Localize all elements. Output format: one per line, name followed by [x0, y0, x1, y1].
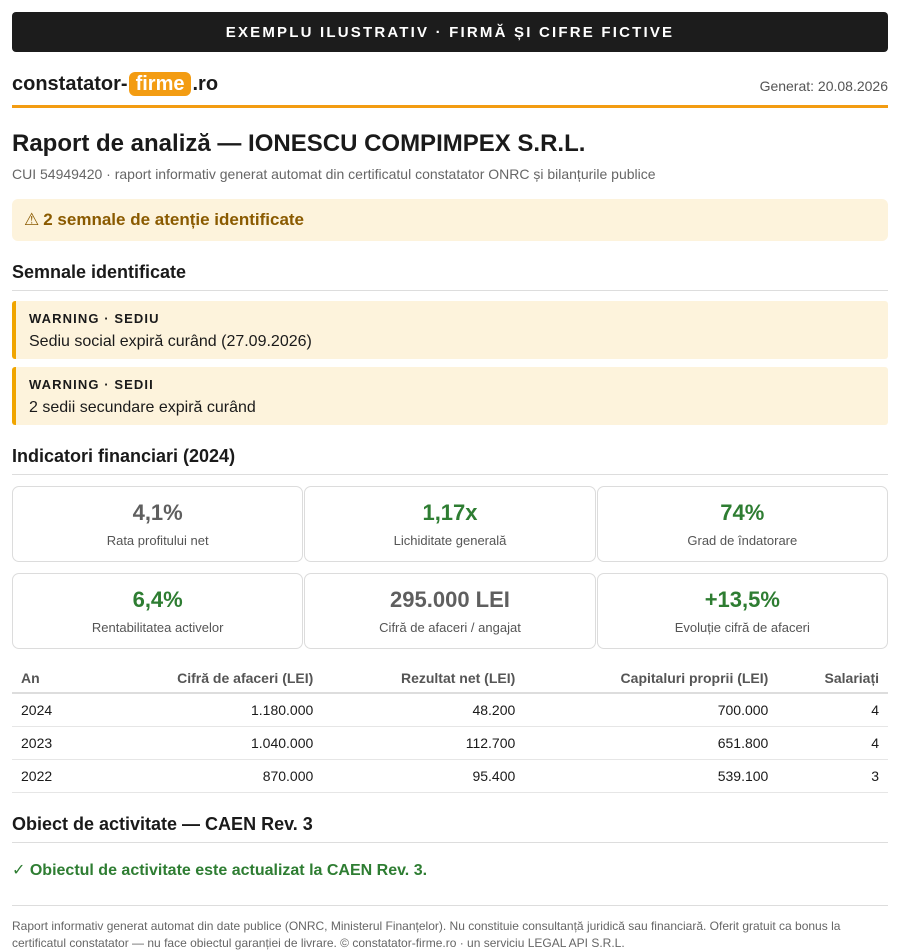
- kpi-label: Evoluție cifră de afaceri: [674, 620, 810, 635]
- kpi-card: [597, 573, 888, 649]
- column-header: An: [12, 663, 87, 693]
- signal-card: [12, 301, 888, 359]
- table-cell: 4: [777, 693, 888, 726]
- table-cell: 870.000: [87, 759, 322, 792]
- kpi-label: Rentabilitatea activelor: [91, 620, 224, 635]
- table-cell: 95.400: [322, 759, 524, 792]
- kpi-value: 6,4%: [132, 587, 183, 612]
- kpi-card: [304, 573, 595, 649]
- table-cell: 2024: [12, 693, 87, 726]
- financial-heading: Indicatori financiari (2024): [12, 445, 888, 475]
- financial-section: [12, 445, 888, 793]
- table-cell: 539.100: [524, 759, 777, 792]
- kpi-value: 74%: [720, 500, 765, 525]
- alert-text: 2 semnale de atenție identificate: [43, 210, 305, 229]
- table-cell: 4: [777, 726, 888, 759]
- caen-heading: Obiect de activitate — CAEN Rev. 3: [12, 813, 888, 843]
- table-cell: 2022: [12, 759, 87, 792]
- kpi-value: 295.000 LEI: [390, 587, 510, 612]
- kpi-label: Lichiditate generală: [393, 533, 507, 548]
- table-cell: 112.700: [322, 726, 524, 759]
- page-subtitle: CUI 54949420 · raport informativ generat automat din certificatul constatator ONRC și bilanțurile publice: [12, 166, 656, 182]
- column-header: Cifră de afaceri (LEI): [87, 663, 322, 693]
- kpi-card: [304, 486, 595, 562]
- signal-text: Sediu social expiră curând (27.09.2026): [29, 333, 312, 350]
- table-row: [12, 759, 888, 792]
- table-cell: 2023: [12, 726, 87, 759]
- table-header-row: [12, 663, 888, 693]
- logo-prefix: constatator-: [12, 73, 128, 95]
- site-logo[interactable]: [12, 72, 218, 96]
- caen-status: ✓ Obiectul de activitate este actualizat la CAEN Rev. 3.: [12, 861, 428, 879]
- signals-heading: Semnale identificate: [12, 261, 888, 291]
- column-header: Salariați: [777, 663, 888, 693]
- column-header: Capitaluri proprii (LEI): [524, 663, 777, 693]
- table-cell: 3: [777, 759, 888, 792]
- table-cell: 1.040.000: [87, 726, 322, 759]
- caen-section: [12, 813, 888, 881]
- attention-alert: [12, 199, 888, 241]
- kpi-grid: [12, 486, 888, 649]
- page-footer: Raport informativ generat automat din date publice (ONRC, Ministerul Finanțelor). Nu constituie consultanță juridică sau financiară. Oferit gratuit ca bonus la certificatul constatator — nu face obiectul garanției de livrare. © constatator-firme.ro · un serviciu LEGAL API S.R.L.: [12, 905, 888, 952]
- signal-tag: WARNING · SEDII: [29, 377, 154, 392]
- column-header: Rezultat net (LEI): [322, 663, 524, 693]
- page-title: Raport de analiză — IONESCU COMPIMPEX S.R.L.: [12, 130, 586, 157]
- logo-suffix: .ro: [192, 73, 219, 95]
- signal-tag: WARNING · SEDIU: [29, 311, 160, 326]
- report-page: [12, 12, 888, 952]
- kpi-label: Grad de îndatorare: [687, 533, 798, 548]
- table-row: [12, 693, 888, 726]
- warning-icon: ⚠: [24, 210, 40, 229]
- kpi-card: [597, 486, 888, 562]
- signals-section: [12, 261, 888, 425]
- kpi-card: [12, 573, 303, 649]
- table-cell: 1.180.000: [87, 693, 322, 726]
- table-cell: 700.000: [524, 693, 777, 726]
- table-cell: 48.200: [322, 693, 524, 726]
- report-header: [12, 72, 888, 108]
- generated-date: Generat: 20.08.2026: [759, 78, 888, 94]
- table-row: [12, 726, 888, 759]
- illustrative-banner: EXEMPLU ILUSTRATIV · FIRMĂ ȘI CIFRE FICTIVE: [12, 12, 888, 52]
- kpi-label: Rata profitului net: [106, 533, 209, 548]
- kpi-card: [12, 486, 303, 562]
- table-cell: 651.800: [524, 726, 777, 759]
- kpi-value: 4,1%: [132, 500, 183, 525]
- signal-text: 2 sedii secundare expiră curând: [29, 399, 256, 416]
- kpi-value: +13,5%: [704, 587, 780, 612]
- kpi-value: 1,17x: [422, 500, 478, 525]
- kpi-label: Cifră de afaceri / angajat: [379, 620, 521, 635]
- logo-highlight: firme: [129, 72, 192, 96]
- financial-table: [12, 663, 888, 793]
- signal-card: [12, 367, 888, 425]
